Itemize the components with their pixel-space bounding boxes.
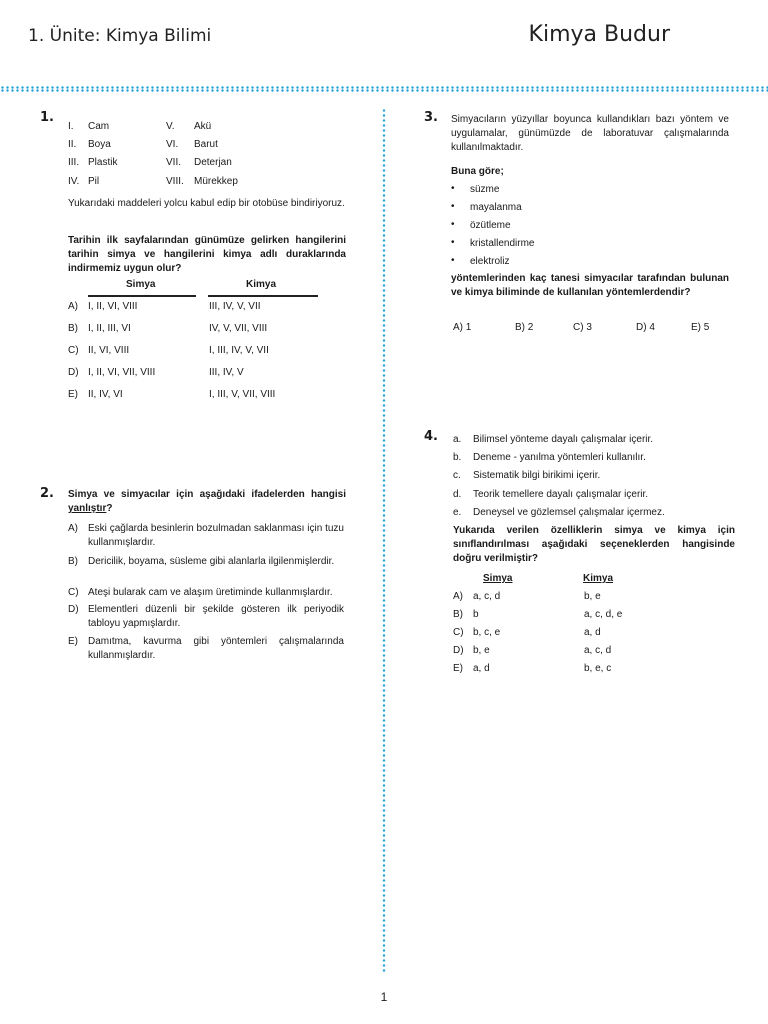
- option-kimya: I, III, V, VII, VIII: [209, 389, 276, 400]
- option-letter: D): [453, 645, 464, 656]
- column-header-simya: Simya: [483, 573, 513, 584]
- option-simya: a, c, d: [473, 591, 501, 602]
- option-simya: b: [473, 609, 479, 620]
- bullet-text: elektroliz: [470, 256, 510, 267]
- option-simya: a, d: [473, 663, 490, 674]
- option-e[interactable]: E) 5: [691, 322, 710, 333]
- option-simya: I, II, III, VI: [88, 323, 131, 334]
- brand-title: Kimya Budur: [528, 22, 670, 47]
- column-header-kimya: Kimya: [246, 279, 277, 290]
- item-roman: VI.: [166, 139, 179, 150]
- option-a[interactable]: A) 1: [453, 322, 472, 333]
- bullet-dot: •: [451, 201, 455, 212]
- option-b[interactable]: B) 2: [515, 322, 534, 333]
- item-roman: III.: [68, 157, 80, 168]
- option-kimya: a, c, d, e: [584, 609, 623, 620]
- item-letter: e.: [453, 507, 462, 518]
- option-letter: C): [68, 587, 79, 598]
- option-letter: E): [68, 389, 78, 400]
- bullet-dot: •: [451, 183, 455, 194]
- bullet-dot: •: [451, 219, 455, 230]
- bullet-dot: •: [451, 255, 455, 266]
- item-letter: d.: [453, 489, 462, 500]
- item-letter: c.: [453, 470, 461, 481]
- option-simya: b, c, e: [473, 627, 501, 638]
- item-text: Barut: [194, 139, 218, 150]
- option-kimya: a, c, d: [584, 645, 612, 656]
- option-letter: B): [68, 556, 78, 567]
- option-text: Eski çağlarda besinlerin bozulmadan saklanması için tuzu kullanmışlardır.: [88, 523, 344, 548]
- stem-underlined: yanlıştır: [68, 503, 107, 514]
- item-roman: V.: [166, 121, 175, 132]
- item-text: Pil: [88, 176, 100, 187]
- option-text: Dericilik, boyama, süsleme gibi alanlarla ilgilenmişlerdir.: [88, 556, 335, 567]
- option-kimya: III, IV, V: [209, 367, 244, 378]
- option-simya: I, II, VI, VII, VIII: [88, 367, 156, 378]
- question-3-stem: yöntemlerinden kaç tanesi simyacılar tarafından bulunan ve kimya biliminde de kullanılan yöntemlerdendir?: [451, 273, 729, 298]
- item-text: Cam: [88, 121, 110, 132]
- page-number: 1: [380, 990, 388, 1004]
- item-text: Deneysel ve gözlemsel çalışmalar içermez.: [473, 507, 665, 518]
- option-letter: C): [68, 345, 79, 356]
- item-roman: IV.: [68, 176, 80, 187]
- stem-end: ?: [106, 503, 113, 514]
- option-d[interactable]: D) 4: [636, 322, 655, 333]
- option-c[interactable]: C) 3: [573, 322, 592, 333]
- unit-title: 1. Ünite: Kimya Bilimi: [28, 26, 212, 46]
- option-letter: D): [68, 604, 79, 615]
- item-roman: I.: [68, 121, 74, 132]
- item-text: Bilimsel yönteme dayalı çalışmalar içerir.: [473, 434, 654, 445]
- bullet-text: mayalanma: [470, 202, 522, 213]
- question-4-stem: Yukarıda verilen özelliklerin simya ve kimya için sınıflandırılması aşağıdaki seçeneklerden hangisinde doğru verilmiştir?: [453, 525, 735, 564]
- item-text: Boya: [88, 139, 111, 150]
- bullet-text: özütleme: [470, 220, 511, 231]
- item-text: Plastik: [88, 157, 118, 168]
- question-1-number: 1.: [40, 110, 54, 125]
- option-simya: II, IV, VI: [88, 389, 123, 400]
- option-letter: E): [453, 663, 463, 674]
- column-underline: [208, 295, 318, 297]
- option-letter: A): [68, 523, 78, 534]
- option-letter: A): [453, 591, 463, 602]
- item-letter: a.: [453, 434, 462, 445]
- column-header-kimya: Kimya: [583, 573, 614, 584]
- option-kimya: IV, V, VII, VIII: [209, 323, 268, 334]
- question-1-intro: Yukarıdaki maddeleri yolcu kabul edip bir otobüse bindiriyoruz.: [68, 198, 345, 209]
- option-text: Ateşi bularak cam ve alaşım üretiminde kullanmışlardır.: [88, 587, 333, 598]
- option-simya: II, VI, VIII: [88, 345, 130, 356]
- option-letter: B): [68, 323, 78, 334]
- bullet-dot: •: [451, 237, 455, 248]
- question-2-number: 2.: [40, 486, 54, 501]
- option-letter: C): [453, 627, 464, 638]
- option-text: Damıtma, kavurma gibi yöntemleri çalışmalarında kullanmışlardır.: [88, 636, 344, 661]
- option-kimya: b, e: [584, 591, 601, 602]
- question-3-lead: Buna göre;: [451, 166, 504, 177]
- item-roman: II.: [68, 139, 77, 150]
- question-4-number: 4.: [424, 429, 438, 444]
- item-roman: VII.: [166, 157, 182, 168]
- option-kimya: III, IV, V, VII: [209, 301, 261, 312]
- option-kimya: b, e, c: [584, 663, 612, 674]
- item-text: Deterjan: [194, 157, 232, 168]
- item-roman: VIII.: [166, 176, 184, 187]
- item-text: Teorik temellere dayalı çalışmalar içerir.: [473, 489, 649, 500]
- stem-text: Simya ve simyacılar için aşağıdaki ifadelerden hangisi: [68, 489, 346, 500]
- option-simya: I, II, VI, VIII: [88, 301, 138, 312]
- option-text: Elementleri düzenli bir şekilde gösteren ilk periyodik tabloyu yapmışlardır.: [88, 604, 344, 629]
- question-3-intro: Simyacıların yüzyıllar boyunca kullandıkları bazı yöntem ve uygulamalar, günümüzde de laboratuvar çalışmalarında kullanılmaktadır.: [451, 114, 729, 153]
- column-header-simya: Simya: [126, 279, 156, 290]
- bullet-text: kristallendirme: [470, 238, 535, 249]
- column-underline: [88, 295, 196, 297]
- bullet-text: süzme: [470, 184, 500, 195]
- option-letter: A): [68, 301, 78, 312]
- item-text: Sistematik bilgi birikimi içerir.: [473, 470, 601, 481]
- option-simya: b, e: [473, 645, 490, 656]
- option-letter: B): [453, 609, 463, 620]
- question-3-number: 3.: [424, 110, 438, 125]
- column-divider: [382, 108, 386, 974]
- option-letter: D): [68, 367, 79, 378]
- item-text: Akü: [194, 121, 212, 132]
- item-text: Mürekkep: [194, 176, 238, 187]
- option-kimya: a, d: [584, 627, 601, 638]
- question-1-stem: Tarihin ilk sayfalarından günümüze gelirken hangilerini tarihin simya ve hangilerini kimya adlı duraklarında indirmemiz uygun olur?: [68, 235, 346, 274]
- horizontal-divider: [0, 86, 768, 92]
- option-letter: E): [68, 636, 78, 647]
- question-2-stem: [68, 488, 346, 516]
- option-kimya: I, III, IV, V, VII: [209, 345, 269, 356]
- item-letter: b.: [453, 452, 462, 463]
- item-text: Deneme - yanılma yöntemleri kullanılır.: [473, 452, 646, 463]
